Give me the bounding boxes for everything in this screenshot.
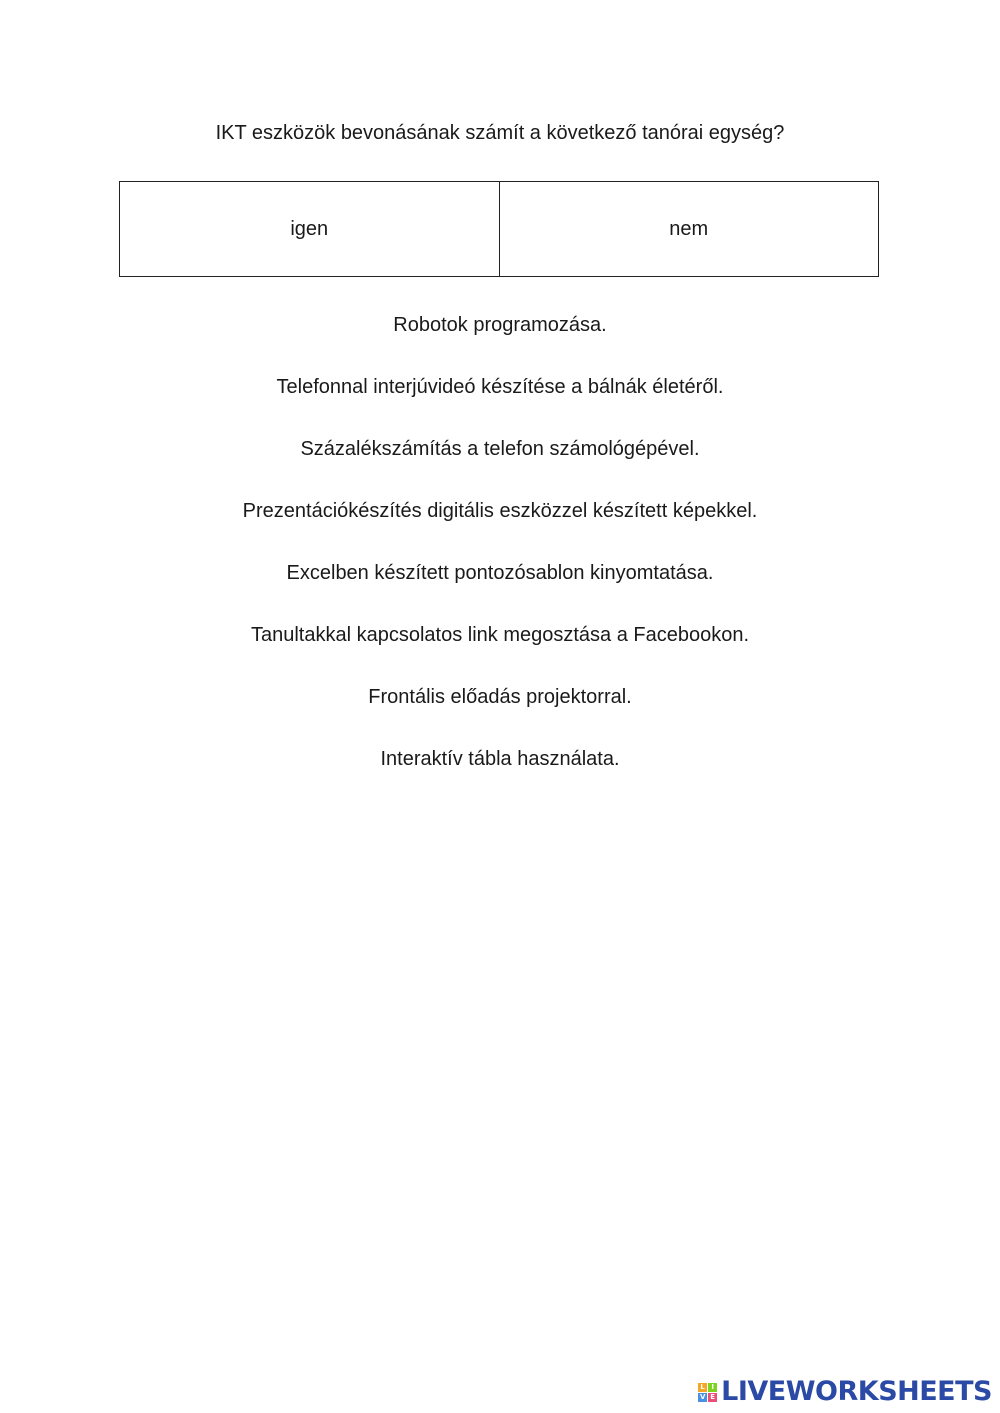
logo-tile: I [708,1383,717,1392]
category-nem[interactable]: nem [499,182,879,276]
statement-item[interactable]: Robotok programozása. [393,314,607,336]
statement-item[interactable]: Excelben készített pontozósablon kinyomtatása. [286,562,714,584]
liveworksheets-logo-icon [698,1383,717,1402]
statement-list [0,310,1000,806]
brand-name: LIVEWORKSHEETS [721,1376,992,1407]
logo-tile: E [708,1393,717,1402]
liveworksheets-logo [698,1377,992,1407]
logo-tile: L [698,1383,707,1392]
question-text: IKT eszközök bevonásának számít a következő tanórai egység? [215,122,785,144]
category-igen[interactable]: igen [290,217,329,240]
statement-item[interactable]: Telefonnal interjúvideó készítése a bálnák életéről. [276,376,724,398]
logo-tile: V [699,1393,706,1401]
statement-item[interactable]: Prezentációkészítés digitális eszközzel készített képekkel. [242,500,758,522]
statement-item[interactable]: Frontális előadás projektorral. [368,686,632,708]
statement-item[interactable]: Interaktív tábla használata. [380,748,620,770]
category-table [119,181,879,277]
statement-item[interactable]: Tanultakkal kapcsolatos link megosztása a Facebookon. [250,624,750,646]
statement-item[interactable]: Százalékszámítás a telefon számológépével. [300,438,700,460]
